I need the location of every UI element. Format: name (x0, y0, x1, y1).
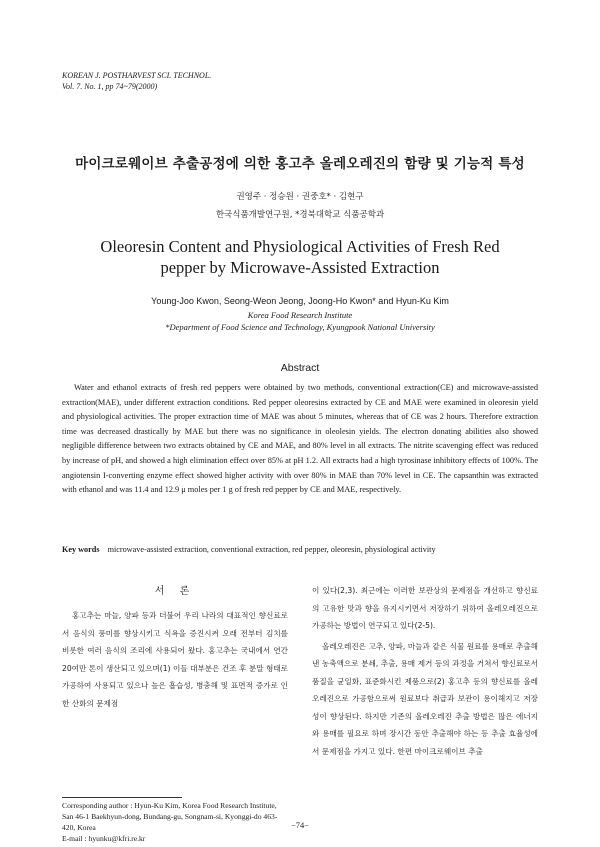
english-authors: Young-Joo Kwon, Seong-Weon Jeong, Joong-Ho Kwon* and Hyun-Ku Kim (151, 296, 449, 306)
footnote-correspondence: Corresponding author : Hyun-Ku Kim, Korea Food Research Institute, San 46-1 Baekhyun-dong, Bundang-gu, Songnam-si, Kyonggi-do 463-420, Korea (62, 801, 278, 832)
section-heading-introduction: 서 론 (154, 586, 196, 597)
keywords-text: microwave-assisted extraction, conventional extraction, red pepper, oleoresin, physiological activity (107, 545, 436, 554)
keywords-label: Key words (62, 545, 100, 554)
intro-paragraph-1-continued: 이 있다(2,3). 최근에는 이러한 보관상의 문제점을 개선하고 향신료의 고유한 맛과 향을 유지시키면서 저장하기 위하여 올레오레진으로 가공하는 방법이 연구되고 있다(2-5). (312, 586, 538, 630)
footnote-divider (62, 797, 182, 798)
page-number: −74− (290, 820, 310, 830)
footnote-email: E-mail : hyunku@kfri.re.kr (62, 834, 146, 843)
korean-affiliation: 한국식품개발연구원, *경북대학교 식품공학과 (215, 210, 385, 220)
keywords (62, 545, 538, 554)
journal-header (62, 70, 211, 92)
english-title-line1: Oleoresin Content and Physiological Activities of Fresh Red (100, 237, 500, 256)
abstract-text: Water and ethanol extracts of fresh red peppers were obtained by two methods, conventional extraction(CE) and microwave-assisted extraction(MAE), under different extraction conditions. Red pepper oleoresins extracted by CE and MAE were examined in oleoresin yield and physiological activities. The proper extraction time of MAE was about 5 minutes, whereas that of CE was 2 hours. Therefore extraction time was decreased drastically by MAE but there was no significance in oleolesin yields. The electron donating abilities also showed negligible difference between two extracts obtained by CE and MAE, and 80% level in all extracts. The nitrite scavenging effect was reduced by increase of pH, and showed a high elimination effect over 85% at pH 1.2. All extracts had a high tyrosinase inhibitory effects of 100%. The angiotensin I-converting enzyme effect showed higher activity with over 80% in MAE than 70% level in CE. The capsanthin was extracted with ethanol and was 11.4 and 12.9 μ moles per 1 g of fresh red pepper by CE and MAE, respectively. (62, 383, 538, 495)
korean-authors: 권영주 · 정승원 · 권중호* · 김현구 (236, 192, 364, 202)
korean-title: 마이크로웨이브 추출공정에 의한 홍고추 올레오레진의 함량 및 기능적 특성 (75, 156, 525, 172)
abstract-heading: Abstract (280, 362, 320, 374)
journal-name: KOREAN J. POSTHARVEST SCI. TECHNOL. (62, 71, 212, 80)
english-title-line2: pepper by Microwave-Assisted Extraction (160, 258, 440, 277)
english-title (0, 236, 600, 278)
english-affiliation-2: *Department of Food Science and Technology, Kyungpook National University (165, 321, 435, 332)
english-affiliations (0, 310, 600, 333)
journal-volume: Vol. 7. No. 1, pp 74~79(2000) (62, 82, 158, 91)
intro-paragraph-2: 올레오레진은 고추, 양파, 마늘과 같은 식물 원료를 용매로 추출해 낸 농축액으로 분쇄, 추출, 용매 제거 등의 과정을 거쳐서 향신료로서 품질을 균일화, 표준화시킨 제품으로(2) 홍고추 등의 향신료를 올레오레진으로 가공함으로써 원료보다 취급과 보관이 용이해지고 저장성이 향상된다. 하지만 기존의 올레오레진 추출 방법은 많은 에너지와 용매를 필요로 하며 장시간 동안 추출해야 하는 등 추출 효율성에서 문제점을 가지고 있다. 한편 마이크로웨이브 추출 (312, 641, 538, 756)
right-column (312, 582, 538, 760)
left-column (62, 582, 288, 712)
intro-paragraph-1: 홍고추는 마늘, 양파 등과 더불어 우리 나라의 대표적인 향신료로서 음식의 풍미를 향상시키고 식욕을 증진시켜 오래 전부터 김치를 비롯한 여러 음식의 조리에 사용되어 왔다. 홍고추는 국내에서 연간 20여만 톤이 생산되고 있으며(1) 이들 대부분은 건조 후 분말 형태로 가공하여 사용되고 있으나 높은 흡습성, 병충해 및 표면적 증가로 인한 산화의 문제점 (62, 611, 288, 708)
english-affiliation-1: Korea Food Research Institute (247, 310, 353, 320)
